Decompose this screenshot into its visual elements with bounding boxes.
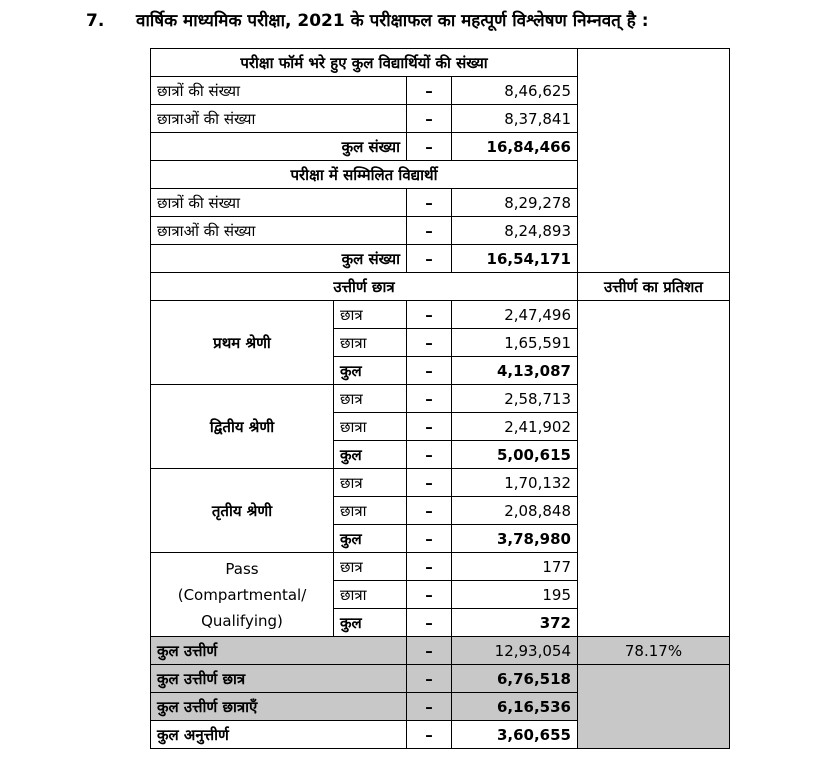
appeared-total-label: कुल संख्या xyxy=(151,245,407,273)
girl-label: छात्रा xyxy=(334,329,407,357)
pass-label-line-1: Pass xyxy=(225,559,259,578)
dash: – xyxy=(407,525,452,553)
pass-total-value: 372 xyxy=(452,609,578,637)
side-blank-top xyxy=(578,49,730,273)
dash: – xyxy=(407,497,452,525)
section-heading xyxy=(86,8,649,31)
pass-compartmental-label xyxy=(151,553,334,637)
passed-boys-row xyxy=(151,665,730,693)
registered-title: परीक्षा फॉर्म भरे हुए कुल विद्यार्थियों की संख्या xyxy=(151,49,578,77)
registered-boys-label: छात्रों की संख्या xyxy=(151,77,407,105)
appeared-girls-value: 8,24,893 xyxy=(452,217,578,245)
appeared-boys-value: 8,29,278 xyxy=(452,189,578,217)
registered-boys-value: 8,46,625 xyxy=(452,77,578,105)
dash: – xyxy=(407,301,452,329)
boy-label: छात्र xyxy=(334,385,407,413)
first-boys-value: 2,47,496 xyxy=(452,301,578,329)
girl-label: छात्रा xyxy=(334,581,407,609)
third-girls-value: 2,08,848 xyxy=(452,497,578,525)
total-passed-percent: 78.17% xyxy=(578,637,730,665)
total-passed-row xyxy=(151,637,730,665)
percent-header: उत्तीर्ण का प्रतिशत xyxy=(578,273,730,301)
dash: – xyxy=(407,357,452,385)
total-label: कुल xyxy=(334,609,407,637)
appeared-girls-label: छात्राओं की संख्या xyxy=(151,217,407,245)
dash: – xyxy=(407,721,452,749)
pass-girls-value: 195 xyxy=(452,581,578,609)
passed-boys-label: कुल उत्तीर्ण छात्र xyxy=(151,665,407,693)
appeared-boys-label: छात्रों की संख्या xyxy=(151,189,407,217)
total-label: कुल xyxy=(334,357,407,385)
registered-total-value: 16,84,466 xyxy=(452,133,578,161)
summary-blank xyxy=(578,665,730,749)
first-division-label: प्रथम श्रेणी xyxy=(151,301,334,385)
dash: – xyxy=(407,105,452,133)
failed-label: कुल अनुत्तीर्ण xyxy=(151,721,407,749)
third-total-value: 3,78,980 xyxy=(452,525,578,553)
passed-title-row xyxy=(151,273,730,301)
dash: – xyxy=(407,665,452,693)
first-girls-value: 1,65,591 xyxy=(452,329,578,357)
registered-total-label: कुल संख्या xyxy=(151,133,407,161)
pass-label-line-2: (Compartmental/ xyxy=(177,585,307,604)
girl-label: छात्रा xyxy=(334,413,407,441)
first-boys-row xyxy=(151,301,730,329)
appeared-total-value: 16,54,171 xyxy=(452,245,578,273)
dash: – xyxy=(407,413,452,441)
dash: – xyxy=(407,217,452,245)
dash: – xyxy=(407,189,452,217)
dash: – xyxy=(407,133,452,161)
passed-girls-label: कुल उत्तीर्ण छात्राएँ xyxy=(151,693,407,721)
passed-boys-value: 6,76,518 xyxy=(452,665,578,693)
total-label: कुल xyxy=(334,441,407,469)
third-division-label: तृतीय श्रेणी xyxy=(151,469,334,553)
passed-title: उत्तीर्ण छात्र xyxy=(151,273,578,301)
pass-boys-value: 177 xyxy=(452,553,578,581)
dash: – xyxy=(407,469,452,497)
registered-title-row xyxy=(151,49,730,77)
side-blank-bottom xyxy=(578,301,730,637)
boy-label: छात्र xyxy=(334,553,407,581)
failed-value: 3,60,655 xyxy=(452,721,578,749)
dash: – xyxy=(407,637,452,665)
dash: – xyxy=(407,329,452,357)
dash: – xyxy=(407,385,452,413)
total-passed-value: 12,93,054 xyxy=(452,637,578,665)
dash: – xyxy=(407,245,452,273)
girl-label: छात्रा xyxy=(334,497,407,525)
total-label: कुल xyxy=(334,525,407,553)
boy-label: छात्र xyxy=(334,469,407,497)
heading-text: वार्षिक माध्यमिक परीक्षा, 2021 के परीक्षाफल का महत्पूर्ण विश्लेषण निम्नवत् है : xyxy=(136,11,649,31)
pass-label-line-3: Qualifying) xyxy=(201,611,283,630)
dash: – xyxy=(407,553,452,581)
second-division-label: द्वितीय श्रेणी xyxy=(151,385,334,469)
second-girls-value: 2,41,902 xyxy=(452,413,578,441)
dash: – xyxy=(407,441,452,469)
boy-label: छात्र xyxy=(334,301,407,329)
passed-girls-value: 6,16,536 xyxy=(452,693,578,721)
third-boys-value: 1,70,132 xyxy=(452,469,578,497)
results-table xyxy=(150,48,730,749)
second-boys-value: 2,58,713 xyxy=(452,385,578,413)
dash: – xyxy=(407,77,452,105)
dash: – xyxy=(407,581,452,609)
first-total-value: 4,13,087 xyxy=(452,357,578,385)
appeared-title: परीक्षा में सम्मिलित विद्यार्थी xyxy=(151,161,578,189)
dash: – xyxy=(407,693,452,721)
dash: – xyxy=(407,609,452,637)
second-total-value: 5,00,615 xyxy=(452,441,578,469)
heading-number: 7. xyxy=(86,11,105,31)
total-passed-label: कुल उत्तीर्ण xyxy=(151,637,407,665)
registered-girls-label: छात्राओं की संख्या xyxy=(151,105,407,133)
registered-girls-value: 8,37,841 xyxy=(452,105,578,133)
